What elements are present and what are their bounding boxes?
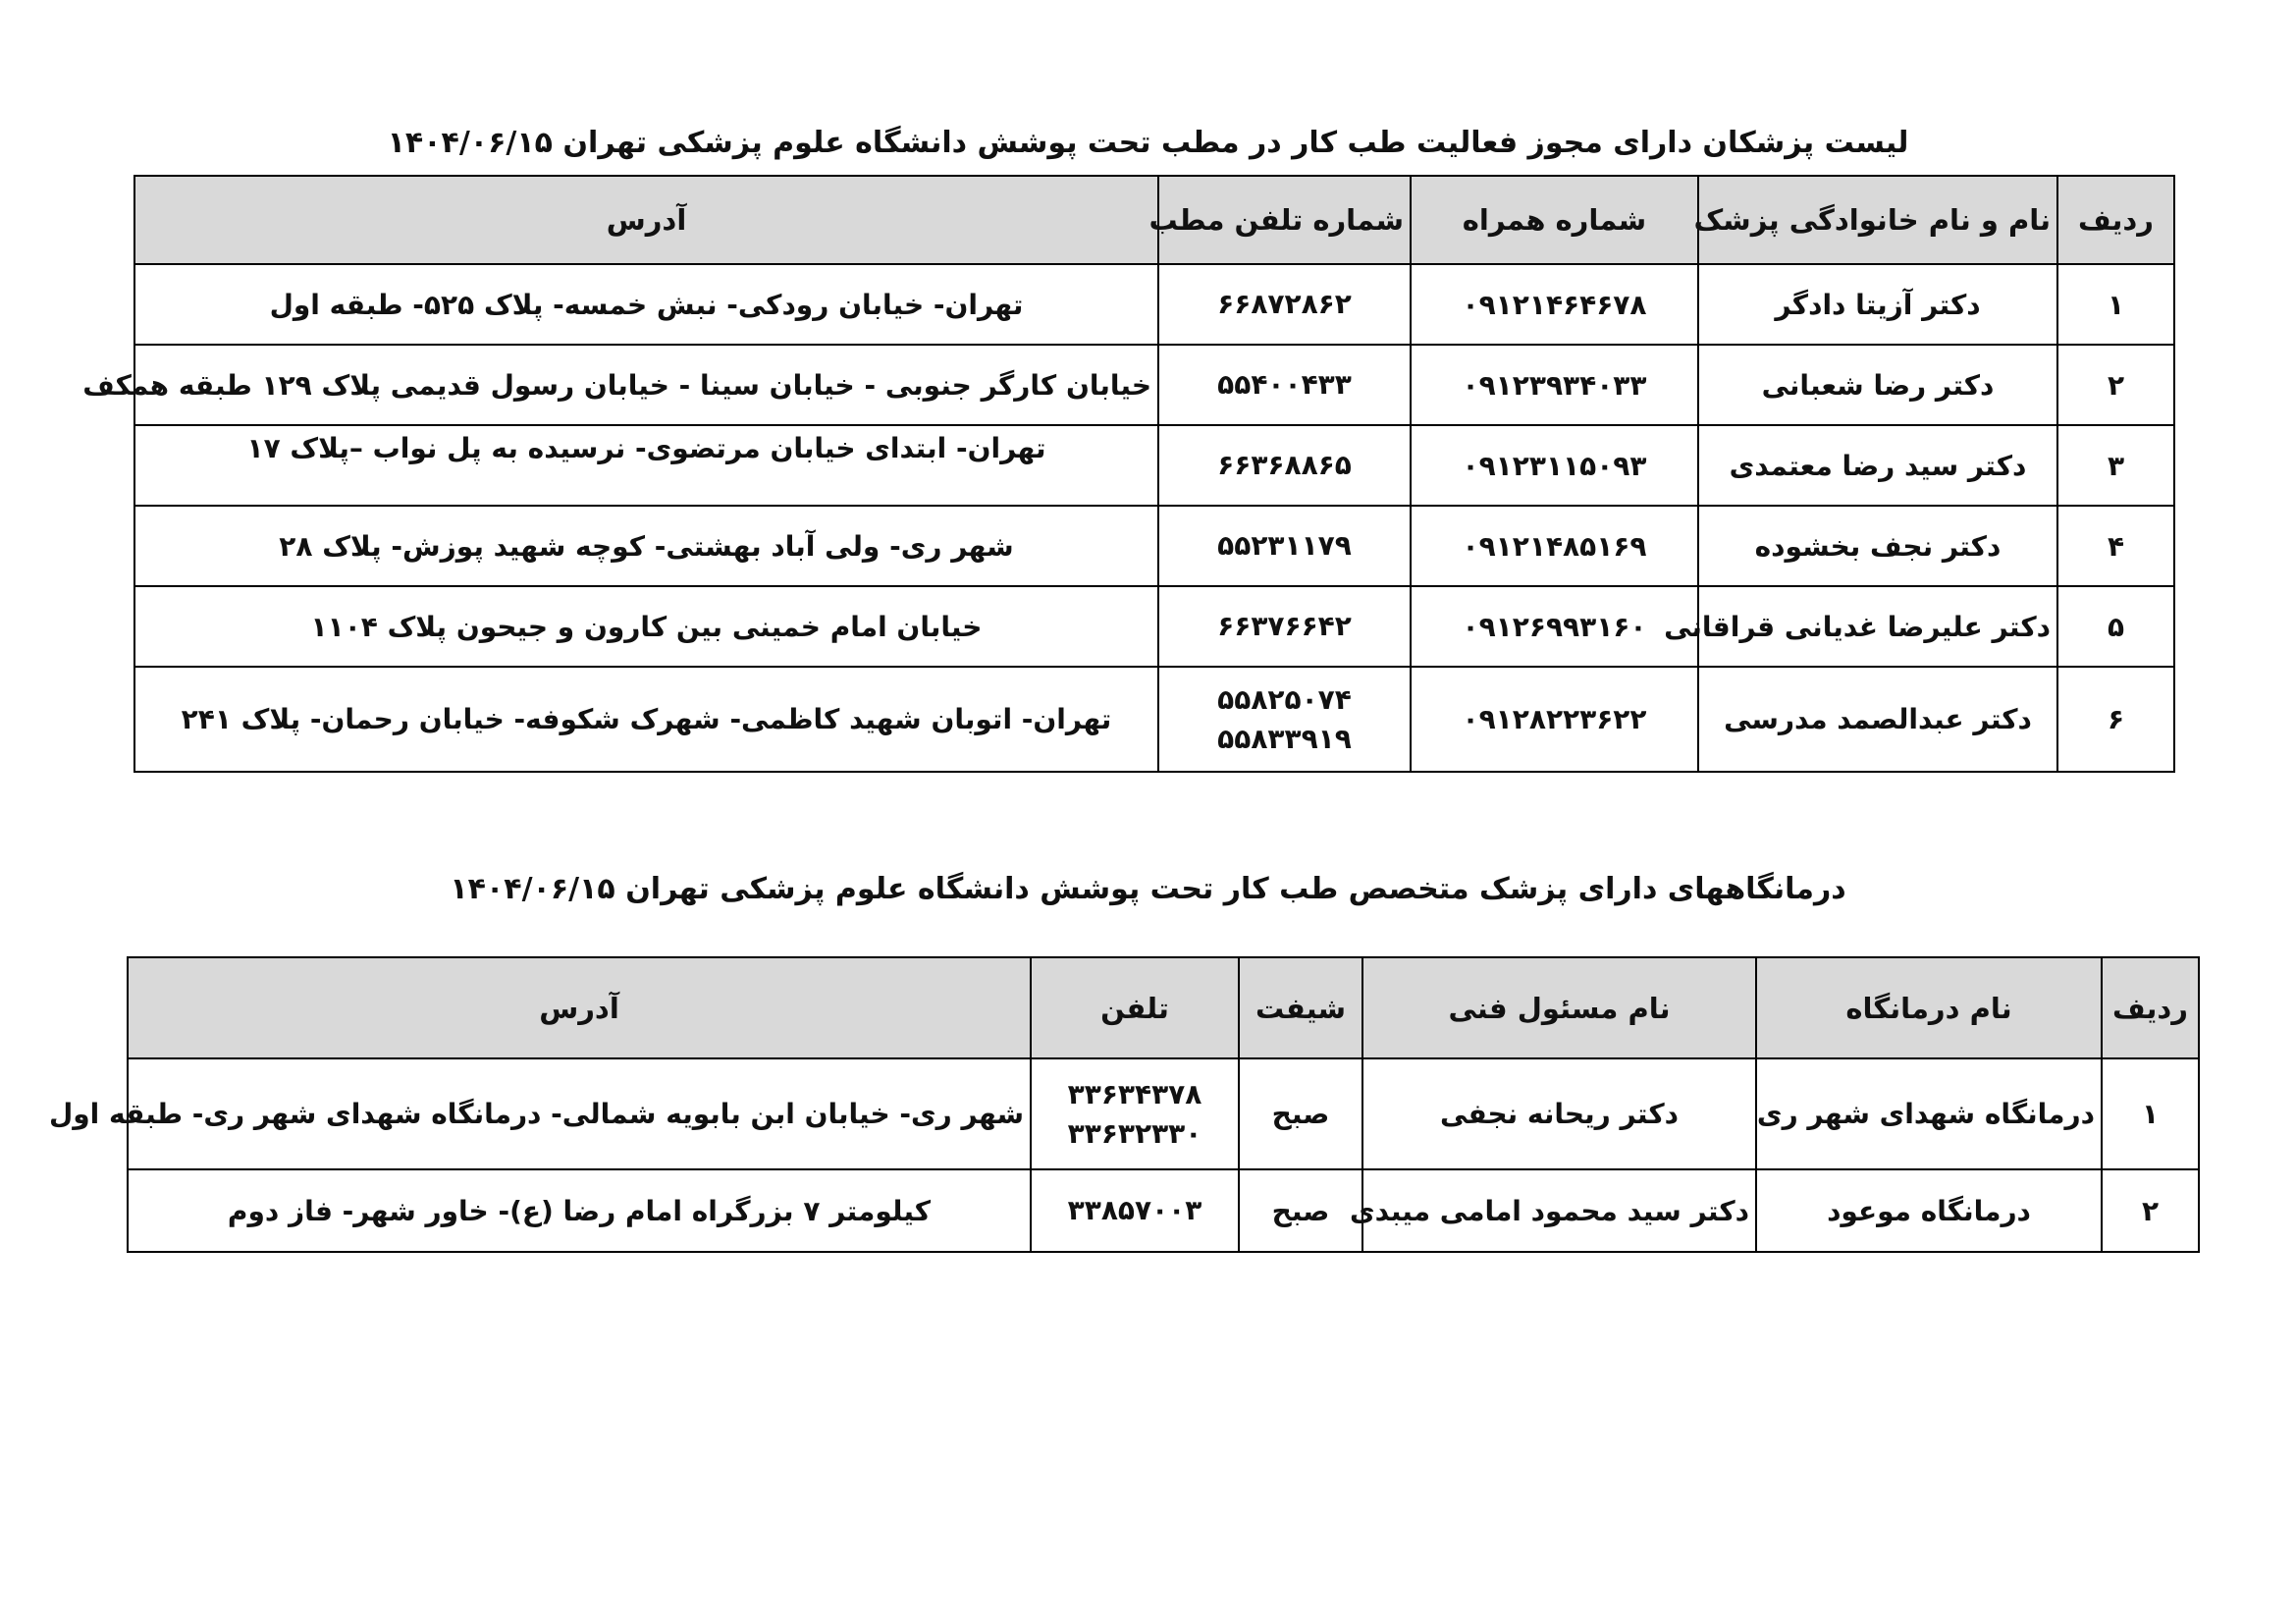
- office-phone-value: ۶۶۳۶۸۸۶۵: [1217, 449, 1352, 481]
- row-number: ۲: [2057, 345, 2174, 425]
- office-phone-value: ۵۵۸۲۵۰۷۴: [1217, 682, 1352, 716]
- table-header-row: [128, 957, 2199, 1058]
- header-technical-manager: نام مسئول فنی: [1362, 957, 1756, 1058]
- mobile-value: ۰۹۱۲۳۹۳۴۰۳۳: [1462, 368, 1647, 402]
- doctor-name: دکتر علیرضا غدیانی قراقانی: [1698, 586, 2057, 667]
- mobile-number: [1411, 667, 1698, 772]
- phone-value: ۳۳۶۳۴۳۷۸: [1067, 1077, 1202, 1110]
- doctor-name: دکتر رضا شعبانی: [1698, 345, 2057, 425]
- doctor-name: دکتر عبدالصمد مدرسی: [1698, 667, 2057, 772]
- row-number: ۱: [2102, 1058, 2199, 1169]
- mobile-number: [1411, 264, 1698, 345]
- table-row: [134, 264, 2174, 345]
- header-mobile: شماره همراه: [1411, 176, 1698, 264]
- mobile-number: [1411, 586, 1698, 667]
- table-row: [134, 506, 2174, 586]
- address: خیابان امام خمینی بین کارون و جیحون پلاک ۱۱۰۴: [134, 586, 1158, 667]
- table-row: [134, 667, 2174, 772]
- office-phone-value: ۵۵۸۳۳۹۱۹: [1217, 722, 1352, 755]
- office-phone-value: ۶۶۸۷۲۸۶۲: [1217, 288, 1352, 320]
- header-address: آدرس: [134, 176, 1158, 264]
- office-phone: [1158, 506, 1411, 586]
- header-row-number: ردیف: [2057, 176, 2174, 264]
- row-number: ۳: [2057, 425, 2174, 506]
- address: کیلومتر ۷ بزرگراه امام رضا (ع)- خاور شهر- فاز دوم: [128, 1169, 1031, 1252]
- clinics-table: [48, 956, 2200, 1253]
- table-row: [128, 1169, 2199, 1252]
- header-clinic-name: نام درمانگاه: [1756, 957, 2102, 1058]
- office-phone-value: ۵۵۴۰۰۴۳۳: [1217, 368, 1352, 401]
- address: خیابان کارگر جنوبی - خیابان سینا - خیابان رسول قدیمی پلاک ۱۲۹ طبقه همکف: [134, 345, 1158, 425]
- mobile-number: [1411, 425, 1698, 506]
- table-row: [134, 586, 2174, 667]
- address: تهران- اتوبان شهید کاظمی- شهرک شکوفه- خیابان رحمان- پلاک ۲۴۱: [134, 667, 1158, 772]
- mobile-value: ۰۹۱۲۱۴۶۴۶۷۸: [1462, 288, 1647, 321]
- address: شهر ری- خیابان ابن بابویه شمالی- درمانگاه شهدای شهر ری- طبقه اول: [128, 1058, 1031, 1169]
- office-phone: [1158, 345, 1411, 425]
- clinics-list-title: درمانگاههای دارای پزشک متخصص طب کار تحت پوشش دانشگاه علوم پزشکی تهران ۱۴۰۴/۰۶/۱۵: [450, 872, 1846, 906]
- doctor-name: دکتر آزیتا دادگر: [1698, 264, 2057, 345]
- office-phone: [1158, 667, 1411, 772]
- doctor-name: دکتر سید رضا معتمدی: [1698, 425, 2057, 506]
- phone-value: ۳۳۶۳۲۳۳۰: [1067, 1116, 1202, 1150]
- mobile-value: ۰۹۱۲۱۴۸۵۱۶۹: [1462, 529, 1647, 563]
- table-row: [134, 425, 2174, 506]
- mobile-number: [1411, 345, 1698, 425]
- header-address: آدرس: [128, 957, 1031, 1058]
- mobile-value: ۰۹۱۲۸۲۲۳۶۲۲: [1462, 703, 1647, 735]
- header-office-phone: شماره تلفن مطب: [1158, 176, 1411, 264]
- clinic-name: درمانگاه شهدای شهر ری: [1756, 1058, 2102, 1169]
- mobile-number: [1411, 506, 1698, 586]
- phone: [1031, 1058, 1239, 1169]
- address: شهر ری- ولی آباد بهشتی- کوچه شهید پوزش- پلاک ۲۸: [134, 506, 1158, 586]
- office-phone-value: ۶۶۳۷۶۶۴۲: [1217, 610, 1352, 642]
- office-phone: [1158, 264, 1411, 345]
- phone: [1031, 1169, 1239, 1252]
- header-row-number: ردیف: [2102, 957, 2199, 1058]
- table-header-row: [134, 176, 2174, 264]
- address: تهران- ابتدای خیابان مرتضوی- نرسیده به پل نواب –پلاک ۱۷: [134, 425, 1158, 506]
- header-doctor-name: نام و نام خانوادگی پزشک: [1698, 176, 2057, 264]
- row-number: ۴: [2057, 506, 2174, 586]
- row-number: ۵: [2057, 586, 2174, 667]
- office-phone-value: ۵۵۲۳۱۱۷۹: [1217, 529, 1352, 562]
- shift: صبح: [1239, 1169, 1362, 1252]
- table-row: [134, 345, 2174, 425]
- table-row: [128, 1058, 2199, 1169]
- office-phone: [1158, 586, 1411, 667]
- doctors-list-title: لیست پزشکان دارای مجوز فعالیت طب کار در مطب تحت پوشش دانشگاه علوم پزشکی تهران ۱۴۰۴/۰۶/۱۵: [387, 126, 1909, 160]
- row-number: ۶: [2057, 667, 2174, 772]
- technical-manager: دکتر سید محمود امامی میبدی: [1362, 1169, 1756, 1252]
- shift: صبح: [1239, 1058, 1362, 1169]
- technical-manager: دکتر ریحانه نجفی: [1362, 1058, 1756, 1169]
- header-phone: تلفن: [1031, 957, 1239, 1058]
- office-phone: [1158, 425, 1411, 506]
- phone-value: ۳۳۸۵۷۰۰۳: [1067, 1194, 1202, 1226]
- header-shift: شیفت: [1239, 957, 1362, 1058]
- row-number: ۲: [2102, 1169, 2199, 1252]
- doctors-table: [82, 175, 2175, 773]
- address: تهران- خیابان رودکی- نبش خمسه- پلاک ۵۲۵- طبقه اول: [134, 264, 1158, 345]
- mobile-value: ۰۹۱۲۶۹۹۳۱۶۰: [1462, 610, 1647, 643]
- doctor-name: دکتر نجف بخشوده: [1698, 506, 2057, 586]
- clinic-name: درمانگاه موعود: [1756, 1169, 2102, 1252]
- row-number: ۱: [2057, 264, 2174, 345]
- mobile-value: ۰۹۱۲۳۱۱۵۰۹۳: [1462, 449, 1647, 482]
